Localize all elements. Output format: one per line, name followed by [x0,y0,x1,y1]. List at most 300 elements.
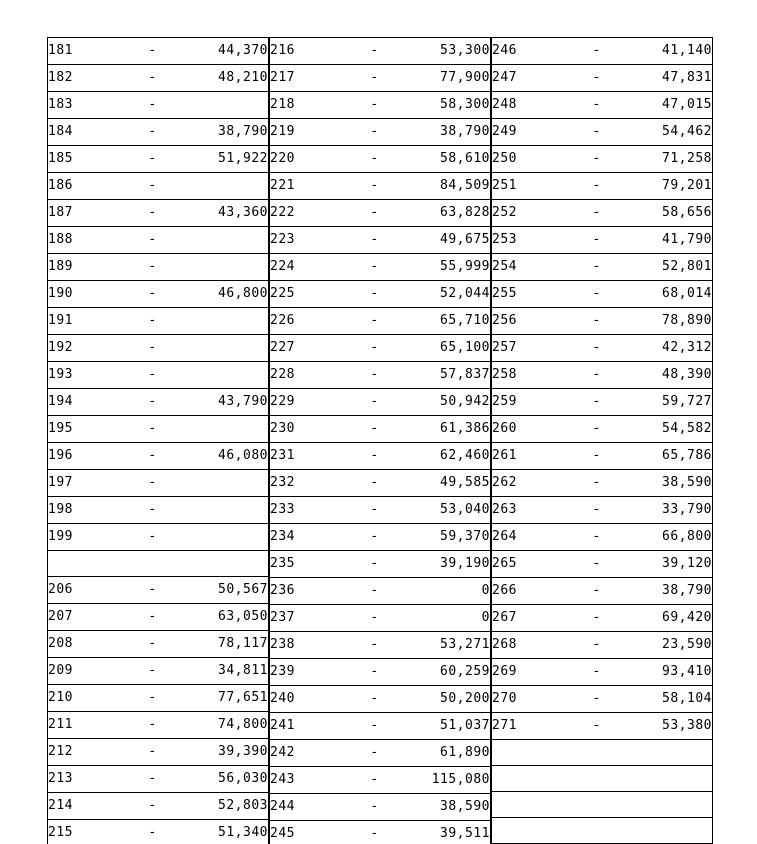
value-cell: 52,801 [622,254,713,281]
value-cell: 53,271 [400,632,491,659]
table-row [270,794,491,821]
dash-cell: - [572,713,622,740]
value-cell: 50,567 [178,577,269,604]
dash-cell: - [572,551,622,578]
dash-cell: - [572,92,622,119]
value-cell [622,818,713,844]
table-row [48,551,269,577]
table-row [492,308,713,335]
row-id-cell: 221 [270,173,350,200]
table-row [48,712,269,739]
table-group-3 [491,37,713,844]
value-cell: 47,015 [622,92,713,119]
table-group-1-body [48,38,269,844]
row-id-cell: 207 [48,604,128,631]
dash-cell: - [128,470,178,497]
table-row [492,173,713,200]
table-row [492,470,713,497]
dash-cell: - [572,281,622,308]
row-id-cell: 215 [48,820,128,844]
row-id-cell: 232 [270,470,350,497]
dash-cell: - [350,254,400,281]
dash-cell: - [350,632,400,659]
row-id-cell: 228 [270,362,350,389]
row-id-cell: 197 [48,470,128,497]
value-cell: 63,050 [178,604,269,631]
table-row [270,416,491,443]
table-row [48,119,269,146]
row-id-cell: 252 [492,200,572,227]
table-row [270,713,491,740]
table-row [48,604,269,631]
row-id-cell: 226 [270,308,350,335]
table-row [270,389,491,416]
value-cell: 46,800 [178,281,269,308]
table-row [492,659,713,686]
value-cell: 71,258 [622,146,713,173]
table-row [492,146,713,173]
value-cell [178,335,269,362]
table-row [270,335,491,362]
value-cell: 57,837 [400,362,491,389]
dash-cell: - [128,658,178,685]
value-cell [178,227,269,254]
value-cell [178,362,269,389]
row-id-cell: 264 [492,524,572,551]
table-row [492,497,713,524]
row-id-cell: 257 [492,335,572,362]
table-row [270,497,491,524]
row-id-cell: 238 [270,632,350,659]
value-cell: 58,610 [400,146,491,173]
dash-cell: - [128,362,178,389]
value-cell: 43,790 [178,389,269,416]
dash-cell: - [128,92,178,119]
value-cell: 53,040 [400,497,491,524]
dash-cell: - [350,362,400,389]
dash-cell: - [572,254,622,281]
value-cell [178,551,269,577]
value-cell: 47,831 [622,65,713,92]
row-id-cell: 262 [492,470,572,497]
row-id-cell: 189 [48,254,128,281]
row-id-cell: 265 [492,551,572,578]
row-id-cell: 198 [48,497,128,524]
row-id-cell: 182 [48,65,128,92]
row-id-cell: 235 [270,551,350,578]
value-cell: 50,942 [400,389,491,416]
value-cell [178,92,269,119]
row-id-cell: 244 [270,794,350,821]
table-row [48,335,269,362]
row-id-cell: 223 [270,227,350,254]
row-id-cell: 229 [270,389,350,416]
dash-cell: - [350,605,400,632]
row-id-cell: 243 [270,767,350,794]
row-id-cell: 269 [492,659,572,686]
dash-cell: - [572,524,622,551]
row-id-cell: 199 [48,524,128,551]
dash-cell: - [350,119,400,146]
table-row [492,335,713,362]
row-id-cell: 241 [270,713,350,740]
value-cell: 65,786 [622,443,713,470]
dash-cell: - [128,739,178,766]
table-row [48,470,269,497]
row-id-cell: 254 [492,254,572,281]
dash-cell: - [350,794,400,821]
table-row [270,470,491,497]
value-cell: 0 [400,605,491,632]
dash-cell: - [128,335,178,362]
row-id-cell: 195 [48,416,128,443]
value-cell: 51,922 [178,146,269,173]
table-row [270,443,491,470]
row-id-cell: 191 [48,308,128,335]
table-row [270,605,491,632]
row-id-cell: 220 [270,146,350,173]
table-row [492,740,713,766]
table-row [492,818,713,844]
dash-cell: - [128,497,178,524]
row-id-cell: 181 [48,38,128,65]
table-row [48,254,269,281]
value-cell: 54,462 [622,119,713,146]
table-row [48,389,269,416]
value-cell: 65,100 [400,335,491,362]
dash-cell: - [128,577,178,604]
dash-cell: - [350,173,400,200]
table-row [270,659,491,686]
table-row [270,308,491,335]
value-cell [178,173,269,200]
dash-cell: - [128,173,178,200]
dash-cell: - [128,631,178,658]
value-cell: 61,386 [400,416,491,443]
value-cell [178,416,269,443]
row-id-cell [492,766,572,792]
table-row [492,605,713,632]
table-row [48,200,269,227]
table-row [270,740,491,767]
dash-cell: - [350,65,400,92]
table-row [270,173,491,200]
row-id-cell: 185 [48,146,128,173]
dash-cell: - [350,389,400,416]
value-cell: 39,390 [178,739,269,766]
table-row [270,254,491,281]
table-row [270,65,491,92]
table-row [492,416,713,443]
row-id-cell: 253 [492,227,572,254]
dash-cell: - [350,308,400,335]
dash-cell: - [128,820,178,844]
data-table [47,37,713,844]
row-id-cell: 256 [492,308,572,335]
table-row [492,227,713,254]
row-id-cell: 234 [270,524,350,551]
value-cell: 55,999 [400,254,491,281]
row-id-cell: 259 [492,389,572,416]
value-cell: 0 [400,578,491,605]
dash-cell: - [572,227,622,254]
table-row [48,820,269,844]
table-row [48,793,269,820]
value-cell: 41,790 [622,227,713,254]
table-row [492,254,713,281]
table-row [270,578,491,605]
row-id-cell: 242 [270,740,350,767]
dash-cell: - [572,443,622,470]
dash-cell: - [128,254,178,281]
dash-cell: - [350,524,400,551]
table-row [492,686,713,713]
dash-cell: - [128,604,178,631]
row-id-cell: 240 [270,686,350,713]
dash-cell: - [350,821,400,844]
table-row [48,38,269,65]
table-row [48,766,269,793]
row-id-cell: 212 [48,739,128,766]
row-id-cell: 218 [270,92,350,119]
table-row [270,524,491,551]
table-row [492,792,713,818]
dash-cell: - [350,470,400,497]
dash-cell: - [572,470,622,497]
table-row [492,92,713,119]
dash-cell: - [128,281,178,308]
value-cell: 56,030 [178,766,269,793]
value-cell [622,792,713,818]
table-row [48,308,269,335]
dash-cell [572,766,622,792]
table-row [48,65,269,92]
row-id-cell: 255 [492,281,572,308]
row-id-cell: 251 [492,173,572,200]
value-cell: 54,582 [622,416,713,443]
table-row [48,281,269,308]
table-row [492,766,713,792]
value-cell [622,766,713,792]
value-cell: 38,790 [622,578,713,605]
row-id-cell: 271 [492,713,572,740]
value-cell: 61,890 [400,740,491,767]
table-row [492,119,713,146]
value-cell: 49,585 [400,470,491,497]
row-id-cell [492,792,572,818]
dash-cell: - [572,362,622,389]
row-id-cell: 209 [48,658,128,685]
value-cell: 38,590 [400,794,491,821]
table-row [492,38,713,65]
dash-cell: - [128,793,178,820]
value-cell: 51,037 [400,713,491,740]
table-row [48,227,269,254]
value-cell: 53,380 [622,713,713,740]
dash-cell: - [128,524,178,551]
dash-cell: - [128,416,178,443]
dash-cell: - [350,659,400,686]
table-row [492,578,713,605]
dash-cell: - [350,38,400,65]
table-row [48,658,269,685]
dash-cell: - [572,578,622,605]
value-cell: 59,727 [622,389,713,416]
table-row [492,362,713,389]
dash-cell: - [128,119,178,146]
value-cell: 59,370 [400,524,491,551]
row-id-cell: 237 [270,605,350,632]
table-row [48,173,269,200]
value-cell: 78,117 [178,631,269,658]
value-cell [622,740,713,766]
value-cell: 43,360 [178,200,269,227]
row-id-cell: 268 [492,632,572,659]
dash-cell: - [128,389,178,416]
value-cell: 68,014 [622,281,713,308]
dash-cell: - [572,65,622,92]
dash-cell: - [350,200,400,227]
value-cell: 60,259 [400,659,491,686]
value-cell [178,254,269,281]
row-id-cell: 184 [48,119,128,146]
dash-cell: - [572,659,622,686]
table-row [270,119,491,146]
value-cell: 49,675 [400,227,491,254]
table-row [48,92,269,119]
row-id-cell: 219 [270,119,350,146]
dash-cell [572,792,622,818]
row-id-cell: 188 [48,227,128,254]
row-id-cell: 213 [48,766,128,793]
row-id-cell: 193 [48,362,128,389]
value-cell: 69,420 [622,605,713,632]
row-id-cell: 187 [48,200,128,227]
value-cell: 78,890 [622,308,713,335]
value-cell: 38,790 [400,119,491,146]
table-row [270,686,491,713]
value-cell: 93,410 [622,659,713,686]
dash-cell: - [350,551,400,578]
row-id-cell: 192 [48,335,128,362]
row-id-cell: 249 [492,119,572,146]
value-cell: 42,312 [622,335,713,362]
value-cell: 58,300 [400,92,491,119]
dash-cell: - [350,686,400,713]
row-id-cell: 214 [48,793,128,820]
row-id-cell: 225 [270,281,350,308]
row-id-cell: 186 [48,173,128,200]
row-id-cell: 194 [48,389,128,416]
row-id-cell: 267 [492,605,572,632]
dash-cell: - [350,335,400,362]
table-row [492,389,713,416]
dash-cell: - [572,632,622,659]
table-row [270,551,491,578]
table-row [492,632,713,659]
dash-cell: - [350,281,400,308]
row-id-cell: 210 [48,685,128,712]
row-id-cell: 246 [492,38,572,65]
table-row [48,685,269,712]
value-cell: 58,656 [622,200,713,227]
dash-cell: - [350,740,400,767]
value-cell: 48,210 [178,65,269,92]
dash-cell: - [128,65,178,92]
value-cell: 38,590 [622,470,713,497]
table-group-2-body [270,38,491,844]
value-cell: 39,190 [400,551,491,578]
dash-cell: - [572,605,622,632]
dash-cell: - [572,497,622,524]
value-cell: 84,509 [400,173,491,200]
dash-cell: - [572,173,622,200]
row-id-cell: 227 [270,335,350,362]
dash-cell: - [350,713,400,740]
dash-cell: - [572,416,622,443]
value-cell: 63,828 [400,200,491,227]
value-cell [178,524,269,551]
dash-cell: - [128,38,178,65]
row-id-cell: 190 [48,281,128,308]
value-cell: 41,140 [622,38,713,65]
value-cell: 52,044 [400,281,491,308]
value-cell: 74,800 [178,712,269,739]
value-cell: 44,370 [178,38,269,65]
dash-cell: - [572,200,622,227]
table-row [492,713,713,740]
dash-cell [572,740,622,766]
value-cell: 58,104 [622,686,713,713]
dash-cell: - [128,712,178,739]
dash-cell: - [350,767,400,794]
table-group-2 [269,37,491,844]
value-cell: 77,900 [400,65,491,92]
value-cell: 39,511 [400,821,491,844]
dash-cell: - [572,146,622,173]
value-cell: 48,390 [622,362,713,389]
row-id-cell: 263 [492,497,572,524]
table-row [48,577,269,604]
table-row [270,38,491,65]
dash-cell: - [350,227,400,254]
dash-cell: - [350,92,400,119]
dash-cell: - [350,578,400,605]
value-cell: 66,800 [622,524,713,551]
row-id-cell [492,818,572,844]
dash-cell: - [572,119,622,146]
dash-cell: - [128,227,178,254]
value-cell: 33,790 [622,497,713,524]
row-id-cell: 266 [492,578,572,605]
dash-cell: - [572,389,622,416]
dash-cell: - [572,335,622,362]
row-id-cell: 236 [270,578,350,605]
row-id-cell: 196 [48,443,128,470]
row-id-cell: 231 [270,443,350,470]
dash-cell: - [128,146,178,173]
table-row [270,146,491,173]
table-row [48,362,269,389]
value-cell: 115,080 [400,767,491,794]
dash-cell: - [572,308,622,335]
table-row [492,443,713,470]
table-row [492,65,713,92]
value-cell [178,308,269,335]
table-row [492,551,713,578]
row-id-cell: 247 [492,65,572,92]
dash-cell [572,818,622,844]
